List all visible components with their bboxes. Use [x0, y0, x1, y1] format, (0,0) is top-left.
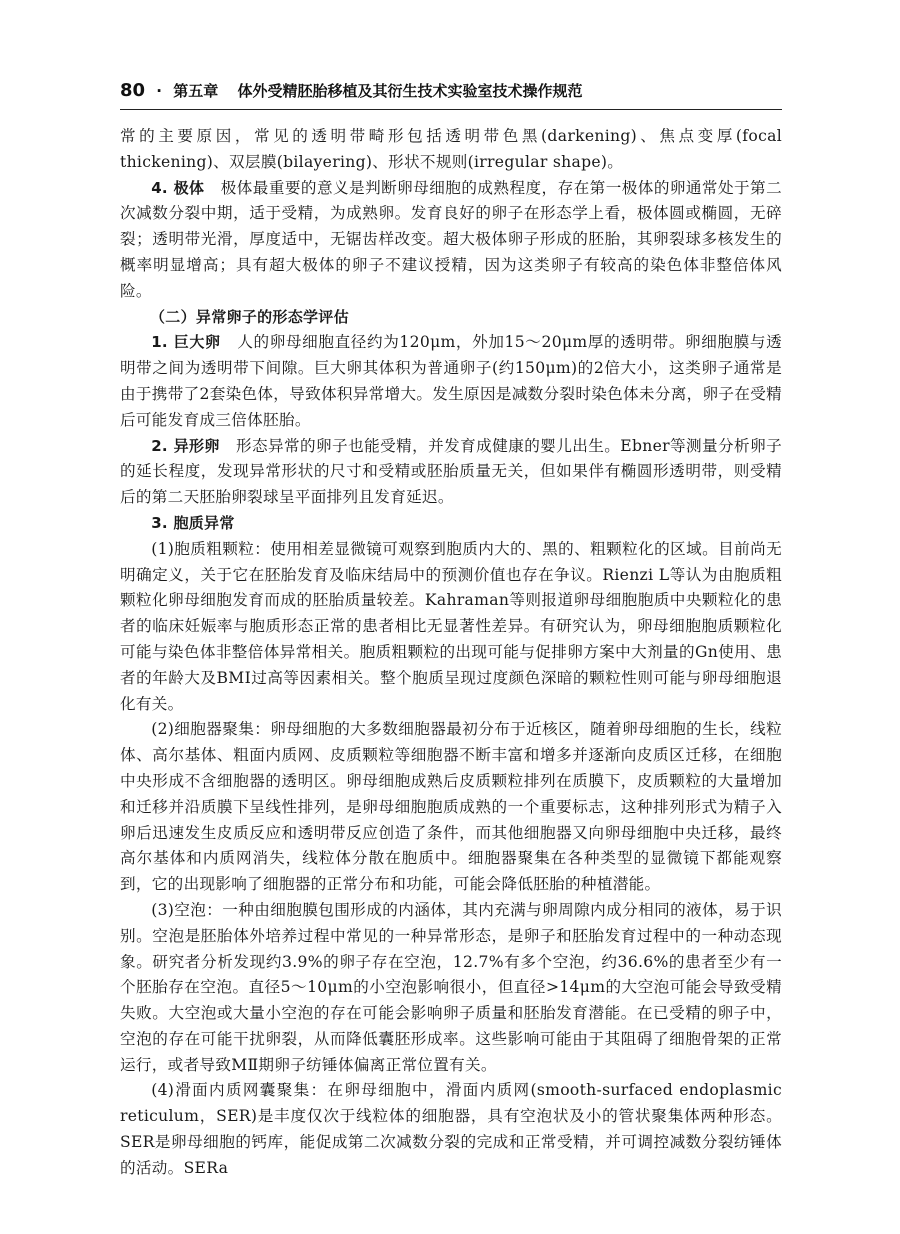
paragraph-vacuoles: (3)空泡：一种由细胞膜包围形成的内涵体，其内充满与卵周隙内成分相同的液体，易于识别。空泡是胚胎体外培养过程中常见的一种异常形态，是卵子和胚胎发育过程中的一种动态现象。研究者分析发现约3.9%的卵子存在空泡，12.7%有多个空泡，约36.6%的患者至少有一个胚胎存在空泡。直径5～10μm的小空泡影响很小，但直径>14μm的大空泡可能会导致受精失败。大空泡或大量小空泡的存在可能会影响卵子质量和胚胎发育潜能。在已受精的卵子中，空泡的存在可能干扰卵裂，从而降低囊胚形成率。这些影响可能由于其阻碍了细胞骨架的正常运行，或者导致MⅡ期卵子纺锤体偏离正常位置有关。 — [120, 900, 782, 1074]
paragraph-organelle-clustering: (2)细胞器聚集：卵母细胞的大多数细胞器最初分布于近核区，随着卵母细胞的生长，线粒体、高尔基体、粗面内质网、皮质颗粒等细胞器不断丰富和增多并逐渐向皮质区迁移，在细胞中央形成不含细胞器的透明区。卵母细胞成熟后皮质颗粒排列在质膜下，皮质颗粒的大量增加和迁移并沿质膜下呈线性排列，是卵母细胞胞质成熟的一个重要标志，这种排列形式为精子入卵后迅速发生皮质反应和透明带反应创造了条件，而其他细胞器又向卵母细胞中央迁移，最终高尔基体和内质网消失，线粒体分散在胞质中。细胞器聚集在各种类型的显微镜下都能观察到，它的出现影响了细胞器的正常分布和功能，可能会降低胚胎的种植潜能。 — [120, 720, 782, 894]
paragraph-polar-body — [120, 176, 782, 305]
paragraph-coarse-granules: (1)胞质粗颗粒：使用相差显微镜可观察到胞质内大的、黑的、粗颗粒化的区域。目前尚无明确定义，关于它在胚胎发育及临床结局中的预测价值也存在争议。Rienzi L等认为由胞质粗颗粒化卵母细胞发育而成的胚胎质量较差。Kahraman等则报道卵母细胞胞质中央颗粒化的患者的临床妊娠率与胞质形态正常的患者相比无显著性差异。有研究认为，卵母细胞胞质颗粒化可能与染色体非整倍体异常相关。胞质粗颗粒的出现可能与促排卵方案中大剂量的Gn使用、患者的年龄大及BMI过高等因素相关。整个胞质呈现过度颜色深暗的颗粒性则可能与卵母细胞退化有关。 — [120, 539, 782, 713]
header-separator: · — [156, 82, 162, 100]
paragraph-misshapen-egg — [120, 434, 782, 511]
heading-giant-egg: 1. 巨大卵 — [151, 333, 221, 352]
text-giant-egg: 人的卵母细胞直径约为120μm，外加15～20μm厚的透明带。卵细胞膜与透明带之间为透明带下间隙。巨大卵其体积为普通卵子(约150μm)的2倍大小，这类卵子通常是由于携带了2套染色体，导致体积异常增大。发生原因是减数分裂时染色体未分离，卵子在受精后可能发育成三倍体胚胎。 — [120, 333, 782, 429]
chapter-title: 体外受精胚胎移植及其衍生技术实验室技术操作规范 — [237, 82, 583, 100]
heading-polar-body: 4. 极体 — [151, 178, 205, 197]
page-header — [120, 80, 780, 106]
paragraph-ser-clusters: (4)滑面内质网囊聚集：在卵母细胞中，滑面内质网(smooth-surfaced endoplasmic reticulum，SER)是丰度仅次于线粒体的细胞器，具有空泡状及小的管状聚集体两种形态。SER是卵母细胞的钙库，能促成第二次减数分裂的完成和正常受精，并可调控减数分裂纺锤体的活动。SERa — [120, 1081, 782, 1177]
body-text — [120, 124, 782, 1182]
text-misshapen-egg: 形态异常的卵子也能受精，并发育成健康的婴儿出生。Ebner等测量分析卵子的延长程度，发现异常形状的尺寸和受精或胚胎质量无关，但如果伴有椭圆形透明带，则受精后的第二天胚胎卵裂球呈平面排列且发育延迟。 — [120, 436, 782, 507]
heading-cytoplasm: 3. 胞质异常 — [151, 513, 235, 532]
heading-misshapen-egg: 2. 异形卵 — [151, 436, 220, 455]
page-number: 80 — [120, 80, 146, 101]
paragraph-continued: 常的主要原因，常见的透明带畸形包括透明带色黑(darkening)、焦点变厚(focal thickening)、双层膜(bilayering)、形状不规则(irregular shape)。 — [120, 127, 782, 171]
header-rule — [120, 109, 782, 110]
paragraph-cytoplasm-heading — [120, 511, 782, 537]
chapter-label: 第五章 — [173, 82, 219, 100]
section-heading: （二）异常卵子的形态学评估 — [150, 307, 349, 326]
paragraph-giant-egg — [120, 330, 782, 433]
text-polar-body: 极体最重要的意义是判断卵母细胞的成熟程度，存在第一极体的卵通常处于第二次减数分裂中期，适于受精，为成熟卵。发育良好的卵子在形态学上看，极体圆或椭圆，无碎裂；透明带光滑，厚度适中，无锯齿样改变。超大极体卵子形成的胚胎，其卵裂球多核发生的概率明显增高；具有超大极体的卵子不建议授精，因为这类卵子有较高的染色体非整倍体风险。 — [120, 178, 782, 300]
